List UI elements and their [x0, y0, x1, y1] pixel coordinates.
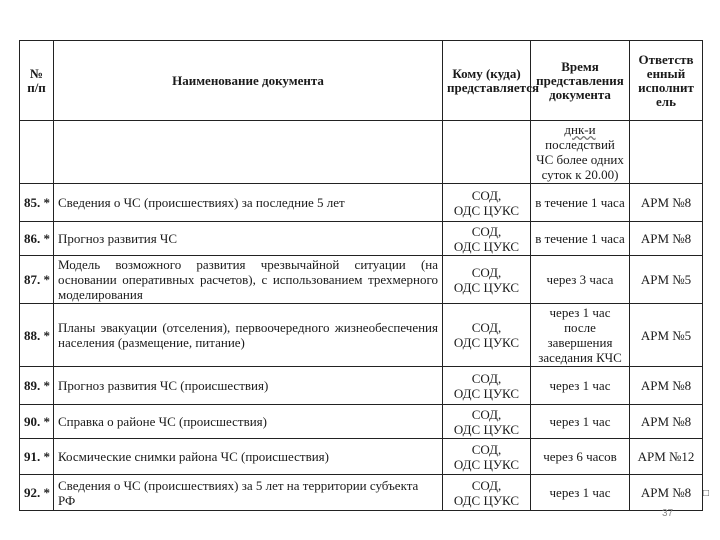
header-name: Наименование документа: [54, 41, 443, 121]
recipient-line: ОДС ЦУКС: [453, 421, 520, 437]
header-to: Кому (куда) представляется: [443, 41, 531, 121]
row-number: 89. *: [20, 367, 54, 405]
row-number: 92. *: [20, 475, 54, 511]
row-number: 87. *: [20, 256, 54, 304]
row-number: 91. *: [20, 439, 54, 475]
document-name: Сведения о ЧС (происшествиях) за последние 5 лет: [54, 184, 443, 222]
row-number: 88. *: [20, 304, 54, 367]
recipient-line: ОДС ЦУКС: [453, 385, 520, 401]
document-name: Прогноз развития ЧС (происшествия): [54, 367, 443, 405]
responsible: АРМ №5: [630, 256, 703, 304]
responsible: АРМ №8: [630, 222, 703, 256]
continuation-time-underlined: днк-и: [564, 122, 596, 137]
recipient-line: ОДС ЦУКС: [453, 202, 520, 218]
submission-time: через 1 час: [531, 405, 630, 439]
recipient-line: ОДС ЦУКС: [453, 279, 520, 295]
header-num: № п/п: [20, 41, 54, 121]
row-number: 85. *: [20, 184, 54, 222]
document-name: Прогноз развития ЧС: [54, 222, 443, 256]
responsible: АРМ №8: [630, 405, 703, 439]
submission-time: через 3 часа: [531, 256, 630, 304]
recipient-line: СОД,: [471, 223, 502, 239]
document-name: Модель возможного развития чрезвычайной ситуации (на основании оперативных расчетов), с использованием трехмерного моделирования: [54, 256, 443, 304]
submission-time: через 1 час: [531, 367, 630, 405]
table-row: [20, 222, 703, 256]
recipient-line: СОД,: [471, 264, 502, 280]
recipient-line: СОД,: [471, 441, 502, 457]
recipient: [443, 405, 531, 439]
recipient-line: ОДС ЦУКС: [453, 456, 520, 472]
documents-table: [19, 40, 703, 511]
recipient: [443, 256, 531, 304]
continuation-row: [20, 121, 703, 184]
recipient-line: ОДС ЦУКС: [453, 335, 520, 350]
submission-time: через 6 часов: [531, 439, 630, 475]
responsible: АРМ №8: [630, 184, 703, 222]
recipient: [443, 304, 531, 367]
header-time: Время представления документа: [531, 41, 630, 121]
row-number: 90. *: [20, 405, 54, 439]
table-row: [20, 304, 703, 367]
recipient: [443, 184, 531, 222]
table-row: [20, 367, 703, 405]
recipient: [443, 367, 531, 405]
responsible: АРМ №5: [630, 304, 703, 367]
recipient-line: СОД,: [471, 187, 502, 203]
table-row: [20, 405, 703, 439]
recipient-line: СОД,: [471, 370, 502, 386]
recipient-line: ОДС ЦУКС: [453, 492, 520, 508]
page-number: 37: [662, 508, 674, 519]
continuation-time: [531, 121, 630, 184]
recipient: [443, 439, 531, 475]
responsible: АРМ №8: [630, 475, 703, 511]
submission-time: в течение 1 часа: [531, 184, 630, 222]
submission-time: через 1 час: [531, 475, 630, 511]
submission-time: в течение 1 часа: [531, 222, 630, 256]
table-header-row: [20, 41, 703, 121]
submission-time: через 1 час после завершения заседания КЧС: [531, 304, 630, 367]
recipient-line: СОД,: [471, 320, 502, 335]
recipient-line: СОД,: [471, 406, 502, 422]
corner-mark: □: [703, 488, 710, 499]
recipient-line: ОДС ЦУКС: [453, 238, 520, 254]
row-number: 86. *: [20, 222, 54, 256]
table-row: [20, 256, 703, 304]
responsible: АРМ №8: [630, 367, 703, 405]
table-row: [20, 439, 703, 475]
recipient: [443, 475, 531, 511]
continuation-time-rest: последствий ЧС более одних суток к 20.00): [536, 137, 624, 182]
header-resp: Ответств енный исполнит ель: [630, 41, 703, 121]
responsible: АРМ №12: [630, 439, 703, 475]
document-name: Справка о районе ЧС (происшествия): [54, 405, 443, 439]
table-row: [20, 475, 703, 511]
document-name: Космические снимки района ЧС (происшествия): [54, 439, 443, 475]
recipient-line: СОД,: [471, 477, 502, 493]
recipient: [443, 222, 531, 256]
document-name: Сведения о ЧС (происшествиях) за 5 лет на территории субъекта РФ: [54, 475, 443, 511]
table-row: [20, 184, 703, 222]
document-name: Планы эвакуации (отселения), первоочередного жизнеобеспечения населения (размещение, питание): [54, 304, 443, 367]
